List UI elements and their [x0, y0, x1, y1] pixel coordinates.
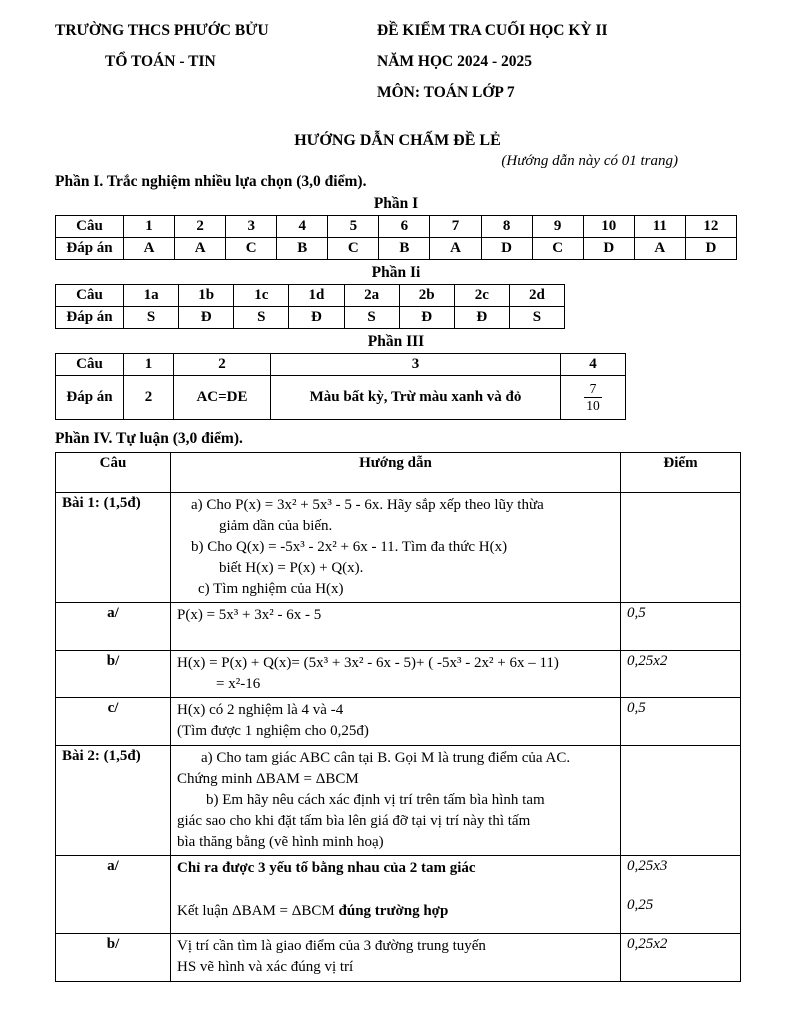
table3-question-row — [56, 354, 626, 376]
answer-cell: Đ — [179, 307, 234, 329]
answer-cell: A — [430, 238, 481, 260]
bai2b-label: b/ — [56, 934, 171, 982]
t4-row-bai1c — [56, 698, 741, 746]
table-part4 — [55, 452, 741, 982]
bai1a-score: 0,5 — [621, 603, 741, 651]
question-cell: 10 — [583, 216, 634, 238]
answer-cell: B — [379, 238, 430, 260]
bai2-label: Bài 2: (1,5đ) — [56, 746, 171, 856]
answer-cell: D — [583, 238, 634, 260]
question-cell: 5 — [328, 216, 379, 238]
table1-question-row — [56, 216, 737, 238]
bai2a-score2: 0,25 — [627, 897, 654, 913]
answer-cell: S — [509, 307, 564, 329]
t4-row-bai1a — [56, 603, 741, 651]
t4-row-bai1 — [56, 493, 741, 603]
question-cell: 1b — [179, 285, 234, 307]
question-cell: 7 — [430, 216, 481, 238]
table2-question-row — [56, 285, 565, 307]
document-header — [55, 22, 740, 115]
answer-cell: D — [685, 238, 736, 260]
answer-cell: 2 — [124, 376, 174, 420]
bai2b-line1: Vị trí cần tìm là giao điểm của 3 đường trung tuyến — [177, 938, 486, 954]
row-label: Câu — [56, 285, 124, 307]
bai2b-line2: HS vẽ hình và xác đúng vị trí — [177, 959, 354, 975]
table3-caption: Phần III — [367, 333, 425, 350]
school-year: NĂM HỌC 2024 - 2025 — [377, 53, 532, 70]
question-cell: 3 — [226, 216, 277, 238]
bai2-statement — [171, 746, 621, 856]
question-cell: 12 — [685, 216, 736, 238]
bai2a-line2-bold: đúng trường hợp — [338, 903, 449, 919]
row-label: Đáp án — [56, 238, 124, 260]
answer-cell: A — [175, 238, 226, 260]
fraction-numerator: 7 — [584, 381, 603, 398]
bai1c-line2: (Tìm được 1 nghiệm cho 0,25đ) — [177, 723, 369, 739]
t4-header-row — [56, 453, 741, 493]
bai2-line5: bìa thăng bằng (vẽ hình minh hoạ) — [177, 834, 384, 850]
question-cell: 1 — [124, 216, 175, 238]
t4-header-cau: Câu — [56, 453, 171, 493]
answer-cell: Đ — [454, 307, 509, 329]
bai1a-label: a/ — [56, 603, 171, 651]
bai1b-label: b/ — [56, 651, 171, 698]
row-label: Câu — [56, 354, 124, 376]
t4-row-bai2b — [56, 934, 741, 982]
answer-cell: C — [226, 238, 277, 260]
bai1-line-b1: b) Cho Q(x) = -5x³ - 2x² + 6x - 11. Tìm đa thức H(x) — [191, 539, 508, 555]
bai2-line4: giác sao cho khi đặt tấm bìa lên giá đỡ tại vị trí này thì tấm — [177, 813, 531, 829]
row-label: Câu — [56, 216, 124, 238]
answer-cell: AC=DE — [174, 376, 271, 420]
answer-cell: S — [124, 307, 179, 329]
bai1-line-a1: a) Cho P(x) = 3x² + 5x³ - 5 - 6x. Hãy sắp xếp theo lũy thừa — [191, 497, 544, 513]
bai1b-line2: = x²-16 — [216, 676, 261, 692]
t4-row-bai1b — [56, 651, 741, 698]
answer-cell: Màu bất kỳ, Trừ màu xanh và đỏ — [271, 376, 561, 420]
answer-cell: D — [481, 238, 532, 260]
document-note: (Hướng dẫn này có 01 trang) — [501, 153, 678, 169]
question-cell: 2 — [174, 354, 271, 376]
bai1-label: Bài 1: (1,5đ) — [56, 493, 171, 603]
bai2a-score — [621, 856, 741, 934]
bai1c-label: c/ — [56, 698, 171, 746]
question-cell: 2d — [509, 285, 564, 307]
answer-cell: Đ — [399, 307, 454, 329]
question-cell: 2a — [344, 285, 399, 307]
answer-cell: Đ — [289, 307, 344, 329]
question-cell: 11 — [634, 216, 685, 238]
answer-cell: S — [234, 307, 289, 329]
bai1b-line1: H(x) = P(x) + Q(x)= (5x³ + 3x² - 6x - 5)+ ( -5x³ - 2x² + 6x – 11) — [177, 655, 559, 671]
bai1a-line: P(x) = 5x³ + 3x² - 6x - 5 — [177, 607, 322, 623]
table-part3 — [55, 353, 626, 420]
answer-cell: A — [124, 238, 175, 260]
subject-line: MÔN: TOÁN LỚP 7 — [377, 84, 515, 101]
question-cell: 1 — [124, 354, 174, 376]
fraction — [584, 381, 603, 413]
header-right-block — [377, 22, 608, 115]
bai1-line-c: c) Tìm nghiệm của H(x) — [198, 581, 344, 597]
t4-row-bai2a — [56, 856, 741, 934]
bai1c-score: 0,5 — [621, 698, 741, 746]
answer-cell: B — [277, 238, 328, 260]
bai2a-line2 — [177, 901, 614, 922]
header-left-block — [55, 22, 377, 115]
bai2a-line2-normal: Kết luận ΔBAM = ΔBCM — [177, 903, 339, 919]
fraction-denominator: 10 — [586, 398, 600, 413]
bai2-line1: a) Cho tam giác ABC cân tại B. Gọi M là trung điểm của AC. — [201, 750, 571, 766]
question-cell: 2 — [175, 216, 226, 238]
row-label: Đáp án — [56, 307, 124, 329]
bai2a-line1: Chỉ ra được 3 yếu tố bằng nhau của 2 tam giác — [177, 860, 476, 876]
question-cell: 3 — [271, 354, 561, 376]
bai1c-answer — [171, 698, 621, 746]
t4-header-huongdan: Hướng dẫn — [171, 453, 621, 493]
question-cell: 4 — [277, 216, 328, 238]
answer-cell: A — [634, 238, 685, 260]
table1-answer-row — [56, 238, 737, 260]
bai1b-answer — [171, 651, 621, 698]
bai2-line2: Chứng minh ΔBAM = ΔBCM — [177, 771, 359, 787]
table1-caption: Phần I — [373, 195, 419, 212]
table3-answer-row — [56, 376, 626, 420]
bai2-line3: b) Em hãy nêu cách xác định vị trí trên tấm bìa hình tam — [206, 792, 545, 808]
exam-title: ĐỀ KIỂM TRA CUỐI HỌC KỲ II — [377, 22, 608, 39]
t4-row-bai2 — [56, 746, 741, 856]
question-cell: 1a — [124, 285, 179, 307]
bai1-line-b2: biết H(x) = P(x) + Q(x). — [219, 560, 364, 576]
school-name: TRƯỜNG THCS PHƯỚC BỬU — [55, 22, 269, 39]
question-cell: 9 — [532, 216, 583, 238]
question-cell: 1c — [234, 285, 289, 307]
part4-heading: Phần IV. Tự luận (3,0 điểm). — [55, 430, 243, 447]
bai2b-answer — [171, 934, 621, 982]
document-title: HƯỚNG DẪN CHẤM ĐỀ LẺ — [294, 132, 501, 149]
table-part1 — [55, 215, 737, 260]
bai1b-score: 0,25x2 — [621, 651, 741, 698]
t4-header-diem: Điểm — [621, 453, 741, 493]
bai2a-answer — [171, 856, 621, 934]
question-cell: 2c — [454, 285, 509, 307]
question-cell: 8 — [481, 216, 532, 238]
bai1a-answer — [171, 603, 621, 651]
bai1-line-a2: giảm dần của biến. — [219, 518, 333, 534]
bai2a-score1: 0,25x3 — [627, 858, 668, 874]
part1-heading: Phần I. Trắc nghiệm nhiều lựa chọn (3,0 điểm). — [55, 173, 367, 190]
bai2a-label: a/ — [56, 856, 171, 934]
question-cell: 6 — [379, 216, 430, 238]
department-name: TỔ TOÁN - TIN — [105, 53, 216, 70]
question-cell: 1d — [289, 285, 344, 307]
bai2-score-empty — [621, 746, 741, 856]
answer-cell: S — [344, 307, 399, 329]
table-part2 — [55, 284, 565, 329]
question-cell: 2b — [399, 285, 454, 307]
answer-cell: C — [532, 238, 583, 260]
table2-caption: Phần Ii — [371, 264, 421, 281]
bai1c-line1: H(x) có 2 nghiệm là 4 và -4 — [177, 702, 344, 718]
question-cell: 4 — [561, 354, 626, 376]
bai1-score-empty — [621, 493, 741, 603]
answer-fraction-cell — [561, 376, 626, 420]
row-label: Đáp án — [56, 376, 124, 420]
table2-answer-row — [56, 307, 565, 329]
bai2b-score: 0,25x2 — [621, 934, 741, 982]
bai1-statement — [171, 493, 621, 603]
answer-cell: C — [328, 238, 379, 260]
